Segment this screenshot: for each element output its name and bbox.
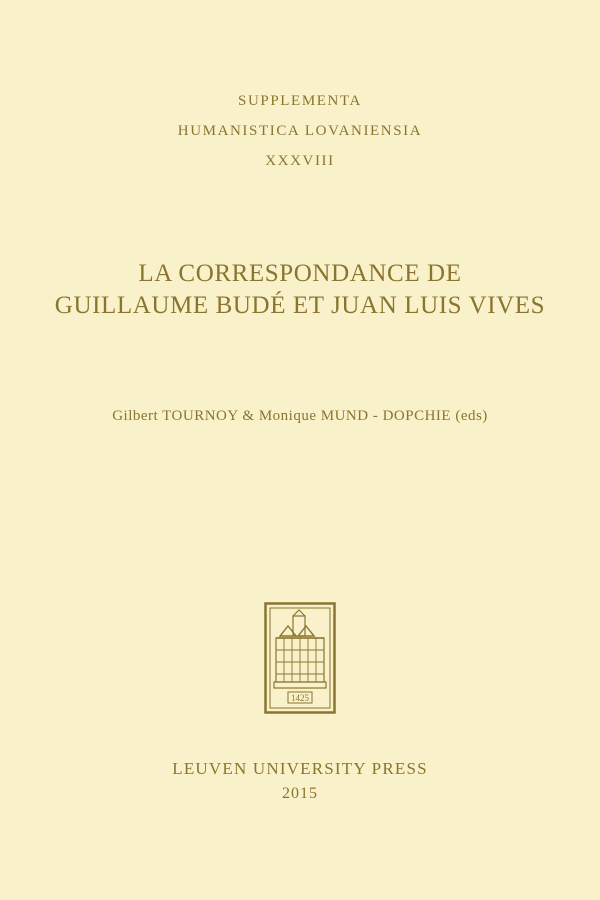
series-volume-number: XXXVIII — [265, 153, 335, 169]
title-line-2: GUILLAUME BUDÉ ET JUAN LUIS VIVES — [54, 292, 546, 319]
title-line-1: LA CORRESPONDANCE DE — [138, 260, 462, 287]
publisher-logo — [0, 602, 600, 714]
publisher-name: LEUVEN UNIVERSITY PRESS — [172, 759, 428, 778]
editors-line: Gilbert TOURNOY & Monique MUND - DOPCHIE (eds) — [112, 408, 488, 424]
series-line-2: HUMANISTICA LOVANIENSIA — [177, 123, 423, 139]
university-seal-icon — [264, 602, 336, 714]
imprint-block — [0, 756, 600, 806]
seal-date-text: 1425 — [291, 693, 309, 703]
page-title — [0, 258, 600, 322]
series-line-1: SUPPLEMENTA — [238, 93, 362, 109]
series-block — [0, 86, 600, 176]
publication-year: 2015 — [282, 785, 318, 802]
